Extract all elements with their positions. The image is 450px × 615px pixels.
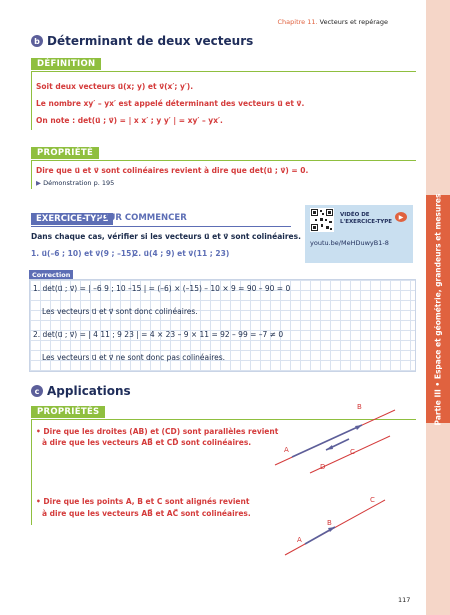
proprietes-2a: • Dire que les points A, B et C sont alignés revient xyxy=(36,497,250,506)
exercise-tag: EXERCICE-TYPE xyxy=(31,213,113,225)
proprietes-1a: • Dire que les droites (AB) et (CD) sont parallèles revient xyxy=(36,427,279,436)
demo-link[interactable]: ▶ Démonstration p. 195 xyxy=(36,179,115,187)
chapter-number: Chapitre 11. xyxy=(277,18,318,26)
proprietes-tag: PROPRIÉTÉS xyxy=(31,406,105,418)
definition-box xyxy=(31,72,32,130)
section-c-badge: c xyxy=(31,385,43,397)
label-A-2: A xyxy=(297,536,302,544)
correction-line-3: 2. det(u⃗ ; v⃗) = | 4 11 ; 9 23 | = 4 × 23 – 9 × 11 = 92 – 99 = –7 ≠ 0 xyxy=(33,330,284,339)
video-label: VIDÉO DE L'EXERCICE-TYPE xyxy=(340,212,393,225)
definition-tag: DÉFINITION xyxy=(31,58,101,70)
figure-aligned-points xyxy=(280,490,390,560)
exercise-subtag: POUR COMMENCER xyxy=(95,213,187,223)
definition-line-1: Soit deux vecteurs u⃗(x; y) et v⃗(x′; y′). xyxy=(36,82,194,91)
chapter-title: Vecteurs et repérage xyxy=(319,18,388,26)
label-D: D xyxy=(320,463,326,471)
arrowhead-ab xyxy=(355,425,362,430)
proprietes-box xyxy=(31,420,32,525)
video-url[interactable]: youtu.be/MeHDuwyB1-8 xyxy=(310,239,389,247)
label-B-2: B xyxy=(327,519,332,527)
exercise-rule xyxy=(31,226,291,227)
side-tab-label: Partie III • Espace et géométrie, grandeurs et mesures xyxy=(433,193,443,425)
label-A: A xyxy=(284,446,289,454)
propriete-box xyxy=(31,161,32,189)
qr-code[interactable] xyxy=(310,208,334,232)
figure-parallel-lines xyxy=(270,395,400,480)
side-tab-label-wrap xyxy=(426,195,450,423)
proprietes-2b: à dire que les vecteurs AB⃗ et AC⃗ sont colinéaires. xyxy=(42,509,251,518)
page-number: 117 xyxy=(398,596,411,604)
definition-rule xyxy=(31,71,416,72)
video-play-icon[interactable]: ▶ xyxy=(395,212,407,222)
propriete-tag: PROPRIÉTÉ xyxy=(31,147,99,159)
section-b-title: Déterminant de deux vecteurs xyxy=(47,34,254,48)
play-arrow-icon: ▶ xyxy=(36,179,41,187)
label-B: B xyxy=(357,403,362,411)
definition-line-2: Le nombre xy′ – yx′ est appelé déterminant des vecteurs u⃗ et v⃗. xyxy=(36,99,305,108)
section-c-title: Applications xyxy=(47,384,131,398)
correction-tag: Correction xyxy=(29,270,73,280)
section-b-badge: b xyxy=(31,35,43,47)
arrowhead-cd xyxy=(326,445,333,450)
label-C-2: C xyxy=(370,496,375,504)
exercise-case-2: 2. u⃗(4 ; 9) et v⃗(11 ; 23) xyxy=(133,249,230,258)
correction-line-2: Les vecteurs u⃗ et v⃗ sont donc colinéaires. xyxy=(42,307,198,316)
chapter-header xyxy=(278,18,389,26)
correction-line-4: Les vecteurs u⃗ et v⃗ ne sont donc pas colinéaires. xyxy=(42,353,226,362)
exercise-statement: Dans chaque cas, vérifier si les vecteurs u⃗ et v⃗ sont colinéaires. xyxy=(31,232,301,241)
propriete-line: Dire que u⃗ et v⃗ sont colinéaires revient à dire que det(u⃗ ; v⃗) = 0. xyxy=(36,166,309,175)
correction-line-1: 1. det(u⃗ ; v⃗) = | –6 9 ; 10 –15 | = (–6) × (–15) – 10 × 9 = 90 – 90 = 0 xyxy=(33,284,291,293)
label-C: C xyxy=(350,448,355,456)
proprietes-1b: à dire que les vecteurs AB⃗ et CD⃗ sont colinéaires. xyxy=(42,438,252,447)
definition-line-3: On note : det(u⃗ ; v⃗) = | x x′ ; y y′ | = xy′ – yx′. xyxy=(36,116,223,125)
propriete-rule xyxy=(31,160,416,161)
exercise-case-1: 1. u⃗(–6 ; 10) et v⃗(9 ; –15) xyxy=(31,249,135,258)
